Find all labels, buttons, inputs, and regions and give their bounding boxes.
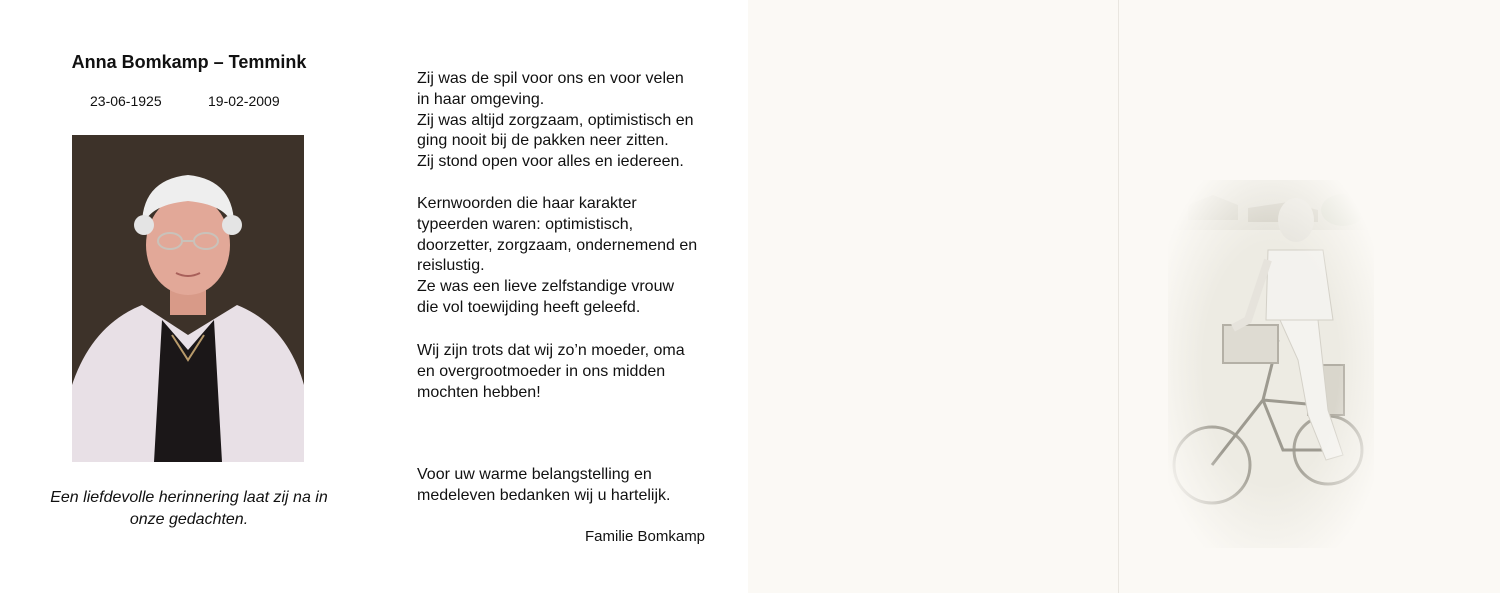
pride-line: Wij zijn trots dat wij zo’n moeder, oma [417, 342, 685, 359]
tribute-line: ging nooit bij de pakken neer zitten. [417, 132, 669, 150]
character-paragraph [417, 194, 747, 319]
tribute-line: in haar omgeving. [417, 90, 545, 108]
character-line: doorzetter, zorgzaam, ondernemend en [417, 236, 698, 254]
bicycle-photo [1168, 180, 1374, 548]
death-date: 19-02-2009 [208, 93, 280, 109]
thanks-line: Voor uw warme belangstelling en [417, 466, 652, 483]
character-line: reislustig. [417, 257, 485, 275]
thanks-line: medeleven bedanken wij u hartelijk. [417, 486, 671, 504]
pride-paragraph [417, 341, 747, 403]
tribute-line: Zij stond open voor alles en iedereen. [417, 153, 684, 171]
character-line: Ze was een lieve zelfstandige vrouw [417, 278, 675, 296]
deceased-name: Anna Bomkamp – Temmink [71, 52, 307, 72]
memory-quote [30, 487, 348, 531]
portrait-photo [72, 135, 304, 462]
pride-line: mochten hebben! [417, 383, 541, 401]
birth-date: 23-06-1925 [90, 93, 162, 109]
character-line: die vol toewijding heeft geleefd. [417, 298, 641, 316]
thanks-paragraph [417, 465, 747, 507]
fold-line [1118, 0, 1119, 593]
tribute-paragraph [417, 69, 747, 173]
character-line: Kernwoorden die haar karakter [417, 195, 637, 212]
family-signature: Familie Bomkamp [585, 528, 706, 545]
memory-quote-line: Een liefdevolle herinnering laat zij na in [50, 489, 328, 506]
pride-line: en overgrootmoeder in ons midden [417, 362, 666, 380]
character-line: typeerden waren: optimistisch, [417, 215, 634, 233]
memory-quote-line: onze gedachten. [129, 511, 249, 528]
tribute-line: Zij was altijd zorgzaam, optimistisch en [417, 111, 694, 129]
tribute-line: Zij was de spil voor ons en voor velen [417, 70, 684, 87]
card-right-panel [748, 0, 1500, 593]
